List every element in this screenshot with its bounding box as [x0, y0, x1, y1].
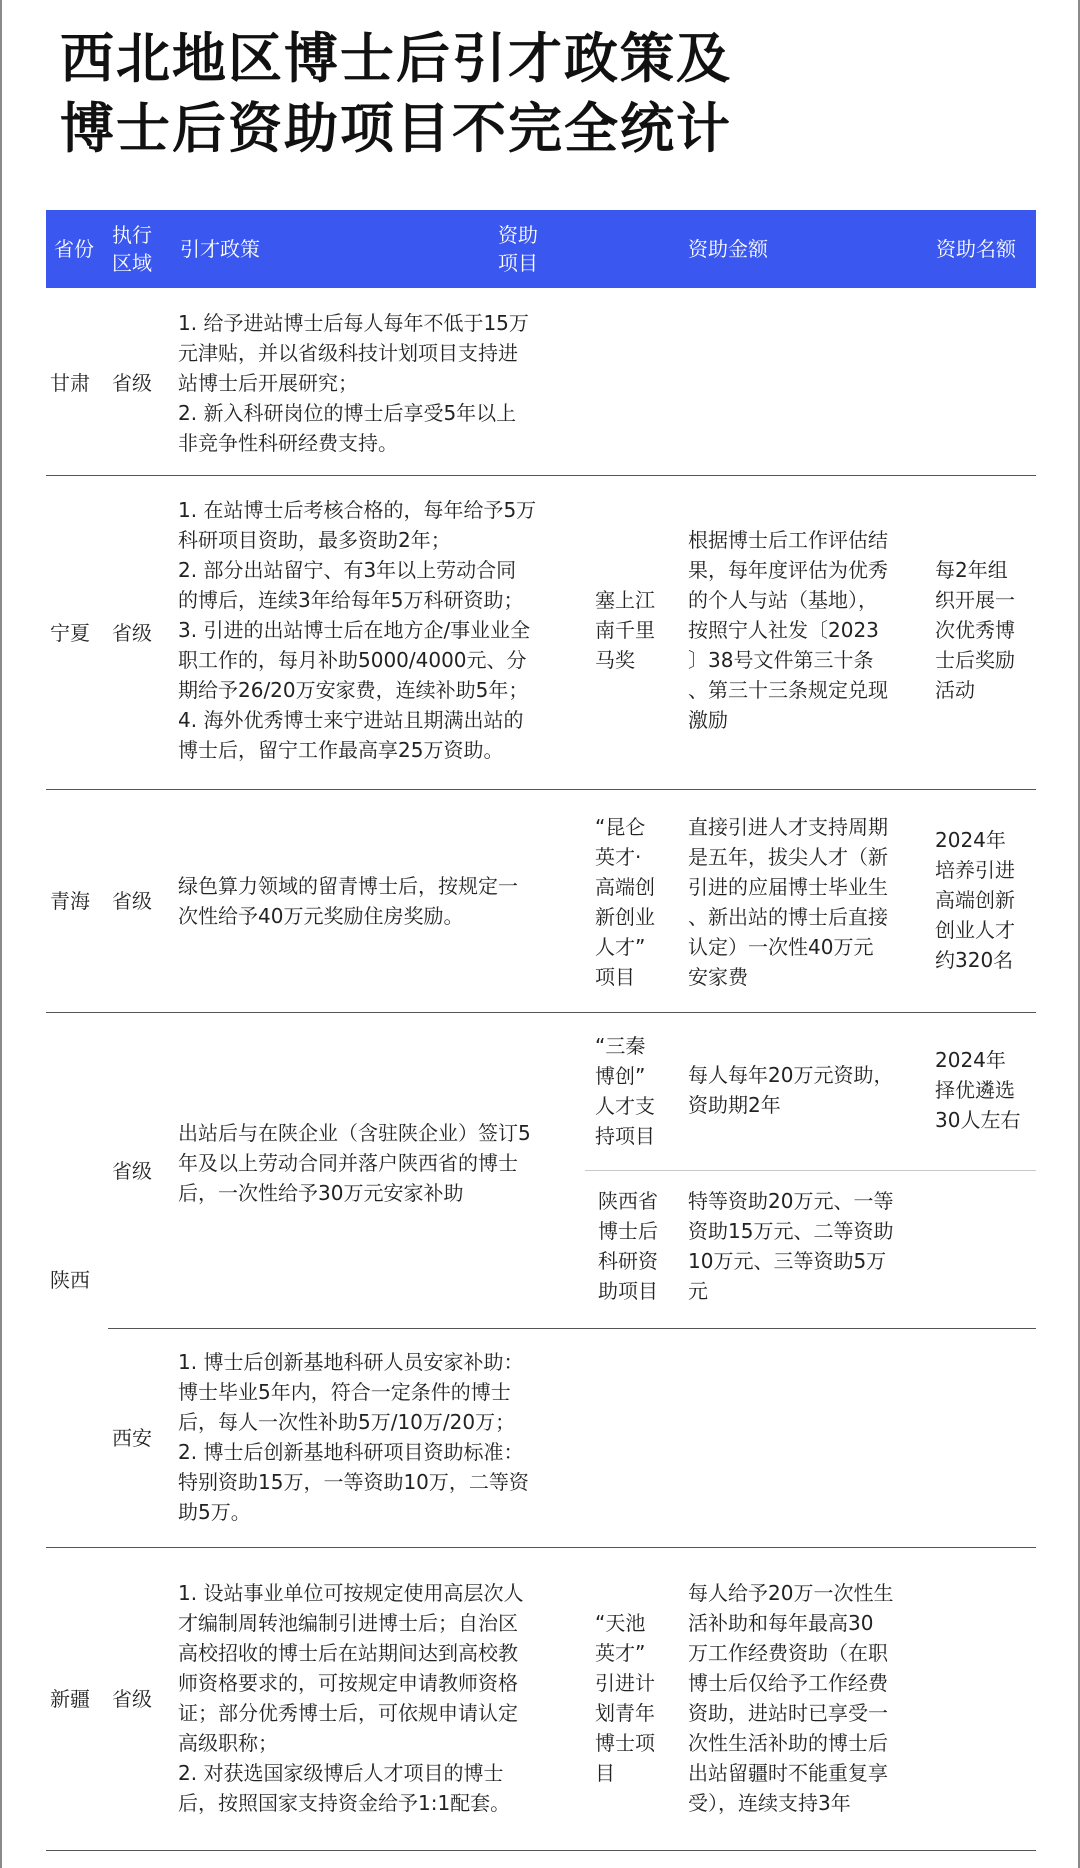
table-bottom-border [46, 1850, 1036, 1851]
shaanxi-project-research: 陕西省 博士后 科研资 助项目 [598, 1189, 658, 1303]
qinghai-region: 省级 [112, 889, 152, 913]
ningxia-province: 宁夏 [50, 620, 90, 645]
gansu-province: 甘肃 [50, 370, 90, 395]
title-line-1: 西北地区博士后引才政策及 [60, 27, 732, 90]
header-amount: 资助金额 [688, 237, 768, 261]
table-header [46, 210, 1036, 288]
qinghai-quota: 2024年 培养引进 高端创新 创业人才 约320名 [935, 828, 1015, 972]
shaanxi-quota-sanqin: 2024年 择优遴选 30人左右 [935, 1048, 1021, 1132]
row-divider [46, 789, 1036, 790]
header-province: 省份 [54, 237, 94, 261]
qinghai-policy: 绿色算力领域的留青博士后，按规定一 次性给予40万元奖励住房奖励。 [178, 874, 518, 928]
title-line-2: 博士后资助项目不完全统计 [60, 97, 732, 160]
sub-row-divider [585, 1170, 1036, 1171]
shaanxi-amount-research: 特等资助20万元、一等 资助15万元、二等资助 10万元、三等资助5万 元 [688, 1189, 894, 1303]
row-divider [46, 1547, 1036, 1548]
xinjiang-amount: 每人给予20万一次性生 活补助和每年最高30 万工作经费资助（在职 博士后仅给予工作经费 资助，进站时已享受一 次性生活补助的博士后 出站留疆时不能重复享 受），连续支持3年 [688, 1581, 894, 1815]
ningxia-quota: 每2年组 织开展一 次优秀博 士后奖励 活动 [935, 558, 1015, 702]
header-project: 资助 项目 [498, 223, 538, 275]
shaanxi-region-provincial: 省级 [112, 1158, 152, 1183]
header-policy: 引才政策 [180, 237, 260, 261]
shaanxi-region-xian: 西安 [112, 1426, 152, 1450]
xinjiang-project: “天池 英才” 引进计 划青年 博士项 目 [595, 1611, 655, 1785]
qinghai-project: “昆仑 英才· 高端创 新创业 人才” 项目 [595, 815, 655, 989]
gansu-region: 省级 [112, 370, 152, 395]
header-quota: 资助名额 [936, 237, 1016, 261]
ningxia-project: 塞上江 南千里 马奖 [595, 588, 655, 672]
sub-row-divider [108, 1328, 1036, 1329]
ningxia-amount: 根据博士后工作评估结 果，每年度评估为优秀 的个人与站（基地）， 按照宁人社发〔2023 〕38号文件第三十条 、第三十三条规定兑现 激励 [688, 528, 888, 732]
qinghai-amount: 直接引进人才支持周期 是五年，拔尖人才（新 引进的应届博士毕业生 、新出站的博士后直接 认定）一次性40万元 安家费 [688, 815, 888, 989]
gansu-policy: 1. 给予进站博士后每人每年不低于15万 元津贴，并以省级科技计划项目支持进 站博士后开展研究； 2. 新入科研岗位的博士后享受5年以上 非竞争性科研经费支持。 [178, 311, 529, 455]
header-region: 执行 区域 [112, 223, 152, 275]
qinghai-province: 青海 [50, 889, 90, 913]
shaanxi-project-sanqin: “三秦 博创” 人才支 持项目 [595, 1034, 655, 1148]
shaanxi-province: 陕西 [50, 1268, 90, 1292]
page-title [60, 24, 1040, 164]
xinjiang-policy: 1. 设站事业单位可按规定使用高层次人 才编制周转池编制引进博士后；自治区 高校招收的博士后在站期间达到高校教 师资格要求的，可按规定申请教师资格 证；部分优秀博士后，可依规申请认定 高级职称； 2. 对获选国家级博后人才项目的博士 后，按照国家支持资金给予1:1配套。 [178, 1581, 524, 1815]
shaanxi-amount-sanqin: 每人每年20万元资助， 资助期2年 [688, 1063, 894, 1117]
xinjiang-region: 省级 [112, 1687, 152, 1711]
ningxia-policy: 1. 在站博士后考核合格的，每年给予5万 科研项目资助，最多资助2年； 2. 部分出站留宁、有3年以上劳动合同 的博后，连续3年给每年5万科研资助； 3. 引进的出站博士后在地方企/事业业全 职工作的，每月补助5000/4000元、分 期给予26/20万安家费，连续补助5年； 4. 海外优秀博士来宁进站且期满出站的 博士后，留宁工作最高享25万资助。 [178, 498, 537, 762]
row-divider [46, 1012, 1036, 1013]
xinjiang-province: 新疆 [50, 1687, 90, 1711]
shaanxi-policy-xian: 1. 博士后创新基地科研人员安家补助： 博士毕业5年内，符合一定条件的博士 后，每人一次性补助5万/10万/20万； 2. 博士后创新基地科研项目资助标准： 特别资助15万，一等资助10万，二等资 助5万。 [178, 1350, 529, 1524]
shaanxi-policy-provincial: 出站后与在陕企业（含驻陕企业）签订5 年及以上劳动合同并落户陕西省的博士 后，一次性给予30万元安家补助 [178, 1121, 531, 1205]
row-divider [46, 475, 1036, 476]
ningxia-region: 省级 [112, 620, 152, 645]
left-border [0, 0, 2, 1868]
